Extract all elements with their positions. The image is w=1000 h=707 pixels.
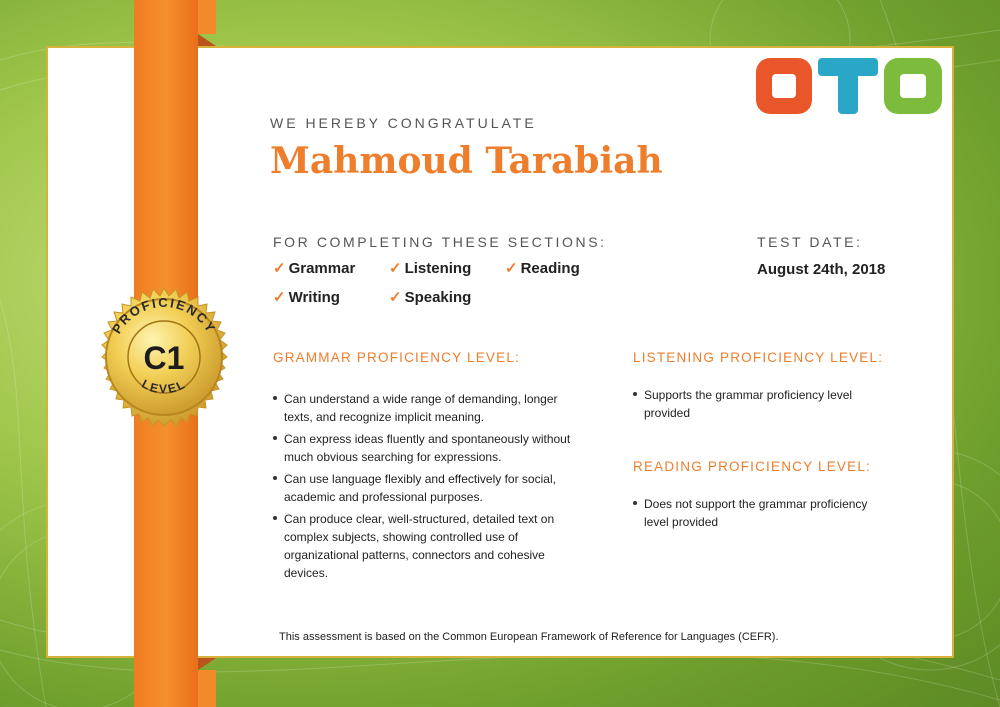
sections-label: FOR COMPLETING THESE SECTIONS: — [273, 234, 607, 250]
ribbon-fold — [198, 658, 216, 670]
section-listening: ✓ Listening — [389, 260, 472, 277]
section-grammar: ✓ Grammar — [273, 260, 356, 277]
reading-heading: READING PROFICIENCY LEVEL: — [633, 459, 872, 474]
recipient-name: Mahmoud Tarabiah — [270, 140, 663, 182]
grammar-list — [273, 390, 573, 586]
check-icon: ✓ — [389, 289, 402, 306]
section-speaking: ✓ Speaking — [389, 289, 472, 306]
grammar-heading: GRAMMAR PROFICIENCY LEVEL: — [273, 350, 520, 365]
seal-level-code: C1 — [143, 340, 185, 376]
listening-list — [633, 386, 883, 426]
list-item: Can use language flexibly and effectively for social, academic and professional purposes. — [273, 470, 573, 506]
list-item: Does not support the grammar proficiency level provided — [633, 495, 883, 531]
check-icon: ✓ — [273, 289, 286, 306]
seal-top-text: PROFICIENCY — [108, 294, 220, 337]
list-item: Supports the grammar proficiency level provided — [633, 386, 883, 422]
oto-logo — [752, 54, 946, 118]
check-icon: ✓ — [389, 260, 402, 277]
section-reading: ✓ Reading — [505, 260, 580, 277]
footer-note: This assessment is based on the Common European Framework of Reference for Languages (CEFR). — [279, 631, 779, 643]
ribbon-fold — [198, 34, 216, 46]
list-item: Can produce clear, well-structured, detailed text on complex subjects, showing controlled use of organizational patterns, connectors and cohesive devices. — [273, 510, 573, 582]
congratulate-text: WE HEREBY CONGRATULATE — [270, 115, 537, 131]
check-icon: ✓ — [273, 260, 286, 277]
seal-bottom-text: LEVEL — [139, 376, 189, 397]
check-icon: ✓ — [505, 260, 518, 277]
list-item: Can understand a wide range of demanding, longer texts, and recognize implicit meaning. — [273, 390, 573, 426]
listening-heading: LISTENING PROFICIENCY LEVEL: — [633, 350, 884, 365]
proficiency-seal — [78, 272, 250, 442]
test-date-label: TEST DATE: — [757, 234, 863, 250]
section-writing: ✓ Writing — [273, 289, 340, 306]
list-item: Can express ideas fluently and spontaneously without much obvious searching for expressions. — [273, 430, 573, 466]
test-date-value: August 24th, 2018 — [757, 261, 886, 278]
reading-list — [633, 495, 883, 535]
